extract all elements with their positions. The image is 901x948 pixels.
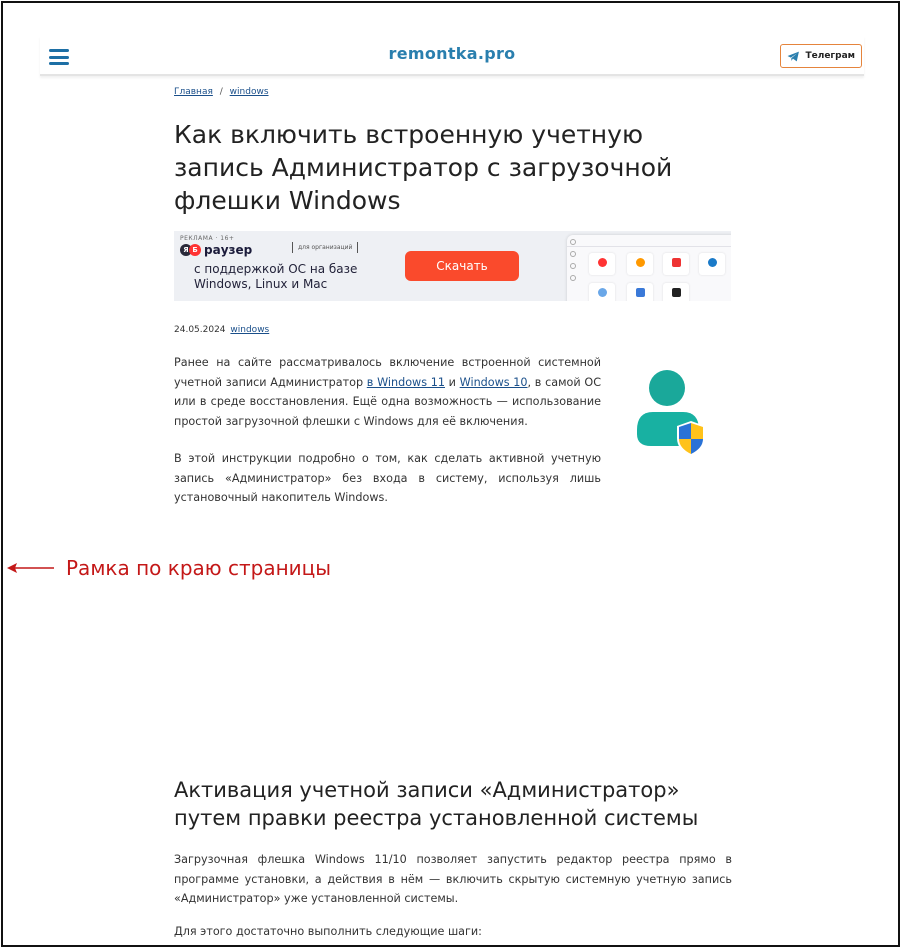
ad-banner[interactable] (174, 231, 731, 301)
telegram-button[interactable] (780, 44, 862, 68)
intro-paragraph (174, 353, 601, 431)
site-logo: remontka.pro (388, 44, 516, 63)
annotation-text: Рамка по краю страницы (66, 556, 332, 580)
ad-logo-letter-1: Я (180, 244, 192, 256)
ad-download-button[interactable]: Скачать (405, 251, 519, 281)
breadcrumb-separator: / (219, 87, 223, 97)
ad-brand: рaузер (204, 243, 253, 257)
article-category-link[interactable]: windows (230, 325, 270, 335)
intro-text-2: и (444, 375, 460, 389)
link-windows-11[interactable]: в Windows 11 (366, 375, 445, 389)
ad-text-line-1: с поддержкой ОС на базе (194, 262, 358, 276)
telegram-label: Телеграм (805, 51, 855, 61)
admin-user-icon (633, 368, 713, 460)
article-title: Как включить встроенную учетную запись Администратор с загрузочной флешки Windows (174, 120, 673, 215)
steps-intro-paragraph: Для этого достаточно выполнить следующие шаги: (174, 925, 482, 938)
ad-org-label: для организаций (292, 242, 358, 253)
arrow-left-icon (6, 561, 56, 575)
breadcrumb-home-link[interactable]: Главная (174, 87, 213, 97)
annotation (6, 556, 331, 580)
instruction-paragraph: В этой инструкции подробно о том, как сделать активной учетную запись «Администратор» без входа в систему, используя лишь установочный накопитель Windows. (174, 452, 601, 504)
intro-text-3: , в самой ОС или в среде восстановления. Ещё одна возможность — использование простой загрузочной флешки с Windows для её включения. (174, 375, 602, 428)
ad-text (194, 262, 357, 292)
intro-text-1: Ранее на сайте рассматривалось включение встроенной системной учетной записи Администратор (174, 356, 601, 389)
section-heading: Активация учетной записи «Администратор» путем правки реестра установленной системы (174, 778, 699, 830)
link-windows-10[interactable]: Windows 10 (459, 375, 528, 389)
breadcrumb (174, 87, 269, 97)
section-paragraph: Загрузочная флешка Windows 11/10 позволяет запустить редактор реестра прямо в программе установки, а действия в нём — включить скрытую системную учетную запись «Администратор» уже установленной системы. (174, 853, 732, 905)
menu-icon[interactable] (49, 49, 69, 65)
article-meta (174, 325, 269, 335)
breadcrumb-category-link[interactable]: windows (229, 87, 269, 97)
ad-browser-mockup (567, 235, 731, 301)
telegram-icon (787, 51, 800, 62)
ad-logo (180, 243, 252, 257)
site-header (40, 36, 864, 76)
article-date: 24.05.2024 (174, 325, 226, 335)
ad-logo-letter-2: Б (189, 244, 201, 256)
ad-text-line-2: Windows, Linux и Mac (194, 277, 328, 291)
ad-label: РЕКЛАМА · 16+ (180, 235, 235, 242)
